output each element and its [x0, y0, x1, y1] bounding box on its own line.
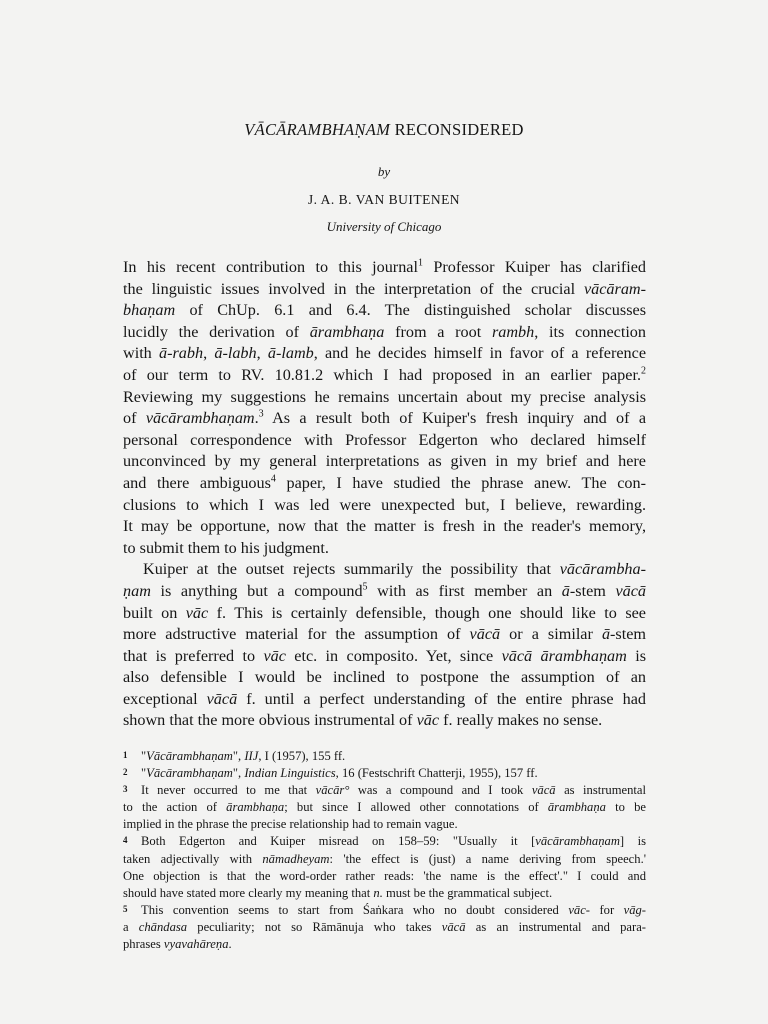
text-run: . [228, 937, 232, 952]
text-run: In his recent contribution to this journal [123, 258, 418, 276]
text-run: As a result both of Kuiper's fresh inquiry and of a [263, 409, 647, 428]
italic-term: vyavahāreṇa [163, 937, 229, 952]
body-line [123, 473, 646, 495]
italic-term: vācāram- [583, 279, 646, 298]
text-run: , [256, 344, 268, 363]
text-run: from a root [384, 322, 492, 341]
text-run: taken adjectivally with [123, 851, 263, 866]
text-run: of our term to RV. 10.81.2 which I had proposed in an earlier paper. [123, 365, 641, 384]
italic-term: vācā [531, 783, 556, 798]
text-run: clusions to which I was led were unexpected but, I believe, rewarding. [123, 495, 646, 514]
text-run: , its connection [534, 322, 646, 341]
italic-term: ārambhaṇa [547, 800, 606, 815]
text-run: and there ambiguous [123, 473, 271, 492]
text-run: " [141, 749, 147, 763]
footnote-number: 5 [123, 903, 128, 914]
footnote-line [123, 782, 646, 799]
body-line [123, 624, 646, 646]
italic-term: ā-labh [214, 344, 257, 363]
italic-term: vāc [416, 711, 440, 730]
footnote-ref: 3 [258, 408, 264, 420]
author-name: J. A. B. VAN BUITENEN [307, 192, 461, 207]
body-line [123, 300, 646, 322]
italic-term: ā [561, 581, 570, 600]
footnote-ref: 2 [641, 365, 646, 377]
text-run: is [626, 646, 646, 665]
footnote-line [123, 799, 646, 816]
italic-term: nāmadheyam [262, 851, 330, 866]
text-run: f. really makes no sense. [439, 711, 603, 730]
text-run: as instrumental [555, 783, 646, 798]
italic-term: ārambhaṇa [226, 800, 285, 815]
text-run: It may be opportune, now that the matter is fresh in the reader's memory, [123, 517, 646, 536]
text-run: or a similar [500, 625, 602, 644]
text-run: of ChUp. 6.1 and 6.4. The distinguished scholar discusses [175, 301, 646, 320]
italic-term: vāc [263, 646, 286, 665]
body-line [123, 516, 646, 538]
body-line [123, 387, 646, 409]
text-run: ", [232, 766, 245, 781]
text-run: ", [232, 749, 245, 763]
body-line [123, 603, 646, 625]
text-run: to be [605, 800, 646, 815]
italic-term: vācārambhaṇam [535, 834, 620, 849]
footnote-ref: 1 [417, 257, 423, 269]
body-line [123, 257, 646, 279]
text-run: is anything but a compound [150, 581, 363, 600]
text-run: as an instrumental and para- [465, 919, 646, 934]
italic-term: vāg- [623, 902, 647, 917]
footnote-line [123, 833, 646, 850]
italic-term: ā-rabh [159, 344, 204, 363]
italic-term: Vācārambhaṇam [146, 749, 233, 763]
text-run: f. until a perfect understanding of the entire phrase had [237, 689, 646, 708]
body-line [123, 667, 646, 689]
text-run: lucidly the derivation of [123, 322, 310, 341]
text-run: unconvinced by my general interpretations as given in my brief and here [123, 452, 646, 471]
italic-term: vācār° [315, 783, 350, 798]
text-run: Professor Kuiper has clarified [422, 258, 646, 276]
body-line [123, 322, 646, 344]
text-run: a [123, 919, 139, 934]
text-run: phrases [123, 937, 164, 952]
text-run: more adstructive material for the assumption of [123, 625, 470, 644]
footnote-line [123, 902, 646, 919]
text-run: personal correspondence with Professor Edgerton who declared himself [123, 430, 646, 449]
italic-term: IIJ [244, 749, 259, 763]
italic-term: vācā [206, 689, 238, 708]
text-run: -stem [569, 581, 616, 600]
body-line [123, 365, 646, 387]
footnote-ref: 4 [270, 473, 276, 485]
text-run: . [254, 409, 259, 428]
body-line [123, 279, 646, 301]
footnote-line [123, 748, 646, 765]
text-run: implied in the phrase the precise relationship had to remain vague. [123, 817, 458, 832]
text-run: also defensible I would be inclined to postpone the assumption of an [123, 668, 646, 687]
body-line [123, 689, 646, 711]
footnote-line [123, 816, 646, 833]
text-run: exceptional [123, 689, 207, 708]
text-run: for [590, 902, 624, 917]
text-run: This convention seems to start from Śaṅkara who no doubt considered [141, 902, 569, 917]
text-run: , I (1957), 155 ff. [258, 749, 346, 763]
footnote-line [123, 851, 646, 868]
article-title-rest: RECONSIDERED [390, 120, 524, 139]
footnotes [123, 748, 646, 953]
article-title-italic: VĀCĀRAMBHAṆAM [244, 120, 391, 139]
footnote-number: 2 [123, 767, 128, 778]
footnote-line [123, 765, 646, 782]
text-run: etc. in composito. Yet, since [285, 646, 502, 665]
text-run: ] is [619, 834, 646, 849]
body-line [123, 451, 646, 473]
italic-term: Indian Linguistics [244, 766, 336, 781]
footnote-line [123, 919, 646, 936]
italic-term: vācā [469, 625, 501, 644]
italic-term: vācā [441, 919, 466, 934]
text-run: that is preferred to [123, 646, 264, 665]
footnote-number: 4 [123, 835, 128, 846]
text-run: with [123, 344, 159, 363]
italic-term: Vācārambhaṇam [146, 766, 233, 781]
italic-term: vācā [615, 581, 647, 600]
italic-term: bhaṇam [123, 301, 176, 320]
text-run: Both Edgerton and Kuiper misread on 158–59: "Usually it [ [141, 834, 536, 849]
text-run: Kuiper at the outset rejects summarily the possibility that [143, 560, 560, 579]
article-body [123, 257, 646, 732]
italic-term: vācārambhaṇam [145, 409, 255, 428]
text-run: paper, I have studied the phrase anew. The con- [275, 473, 646, 492]
italic-term: vācā ārambhaṇam [501, 646, 627, 665]
body-line [123, 430, 646, 452]
italic-term: ā-lamb [267, 344, 314, 363]
text-run: of [123, 409, 146, 428]
text-run: was a compound and I took [349, 783, 532, 798]
italic-term: vācārambha- [559, 560, 646, 579]
text-run: to the action of [123, 800, 227, 815]
text-run: One objection is that the word-order rather reads: 'the name is the effect'." I could and [123, 868, 646, 883]
footnote-ref: 5 [362, 581, 368, 593]
text-run: must be the grammatical subject. [382, 885, 553, 900]
body-line [123, 495, 646, 517]
body-line [123, 581, 646, 603]
text-run: shown that the more obvious instrumental of [123, 711, 417, 730]
italic-term: chāndasa [138, 919, 188, 934]
body-line [123, 538, 646, 560]
text-run: , 16 (Festschrift Chatterji, 1955), 157 ff. [335, 766, 538, 781]
italic-term: vāc- [568, 902, 590, 917]
italic-term: ā [601, 625, 611, 644]
body-line [123, 646, 646, 668]
article-title [0, 120, 768, 140]
italic-term: vāc [185, 603, 209, 622]
text-run: with as first member an [367, 581, 562, 600]
body-line [123, 559, 646, 581]
author-affiliation: University of Chicago [326, 219, 442, 234]
footnote-number: 1 [123, 750, 128, 760]
italic-term: ārambhaṇa [309, 322, 385, 341]
body-line [123, 408, 646, 430]
footnote-line [123, 868, 646, 885]
italic-term: rambh [491, 322, 535, 341]
text-run: -stem [610, 625, 646, 644]
footnote-number: 3 [123, 784, 128, 795]
text-run: built on [123, 603, 186, 622]
text-run: It never occurred to me that [141, 783, 316, 798]
text-run: should have stated more clearly my meaning that [123, 885, 374, 900]
text-run: peculiarity; not so Rāmānuja who takes [187, 919, 442, 934]
byline-by: by [377, 164, 391, 179]
text-run: , [203, 344, 215, 363]
italic-term: n. [373, 885, 383, 900]
footnote-line [123, 936, 646, 953]
body-line [123, 710, 646, 732]
text-run: : 'the effect is (just) a name deriving from speech.' [329, 851, 646, 866]
body-line [123, 343, 646, 365]
italic-term: ṇam [123, 581, 151, 600]
text-run: , and he decides himself in favor of a reference [313, 344, 647, 363]
text-run: " [141, 766, 147, 781]
text-run: ; but since I allowed other connotations of [284, 800, 548, 815]
text-run: Reviewing my suggestions he remains uncertain about my precise analysis [123, 387, 646, 406]
text-run: the linguistic issues involved in the interpretation of the crucial [123, 279, 584, 298]
text-run: to submit them to his judgment. [123, 538, 329, 557]
footnote-line [123, 885, 646, 902]
text-run: f. This is certainly defensible, though one should like to see [208, 603, 646, 622]
